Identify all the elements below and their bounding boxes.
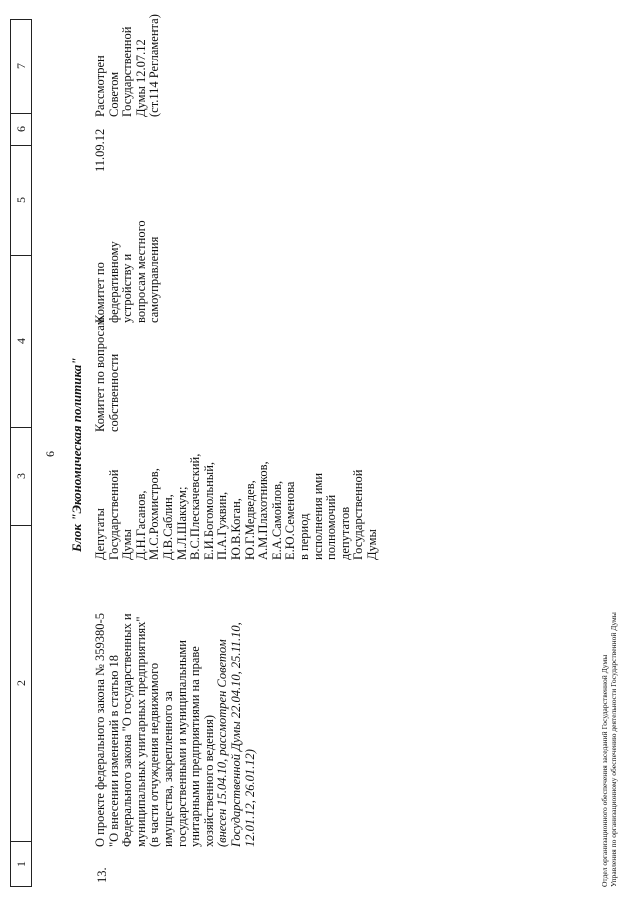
committee-line: Комитет по вопросам bbox=[93, 317, 107, 432]
co-committee-line: самоуправления bbox=[147, 236, 162, 323]
author-line: Е.И.Богомольный, bbox=[201, 461, 216, 560]
status-line: Думы 12.07.12 bbox=[133, 39, 148, 117]
bill-line: унитарными предприятиями на праве bbox=[188, 646, 203, 847]
author-line: Думы bbox=[364, 529, 379, 560]
author-line: исполнения ими bbox=[310, 472, 325, 560]
co-committee-line: Комитет по bbox=[93, 262, 107, 323]
header-col-6: 6 bbox=[11, 113, 31, 146]
author-line: В.С.Плескачевский, bbox=[188, 453, 203, 560]
header-col-5: 5 bbox=[11, 145, 31, 256]
bill-line: муниципальных унитарных предприятиях" bbox=[133, 616, 148, 847]
author-line: полномочий bbox=[324, 494, 339, 560]
status-line: Советом bbox=[106, 71, 121, 117]
bill-line: (в части отчуждения недвижимого bbox=[147, 662, 162, 847]
bill-line: "О внесении изменений в статью 18 bbox=[106, 654, 121, 847]
author-line: депутатов bbox=[337, 506, 352, 560]
status-line: (ст.114 Регламента) bbox=[147, 14, 162, 117]
author-line: Государственной bbox=[106, 469, 121, 560]
row-number: 13. bbox=[95, 867, 109, 883]
committee-line: собственности bbox=[106, 353, 121, 432]
bill-line: хозяйственного ведения) bbox=[201, 714, 216, 847]
authors-list bbox=[94, 454, 379, 560]
status-note bbox=[94, 14, 162, 117]
bill-note-line: 12.01.12, 26.01.12) bbox=[242, 749, 257, 847]
footer bbox=[600, 612, 618, 887]
footer-line: Управления по организационному обеспечению деятельности Государственной Думы bbox=[609, 612, 618, 887]
header-col-3: 3 bbox=[11, 427, 31, 526]
author-line: Д.В.Саблин, bbox=[160, 494, 175, 560]
author-line: Е.Ю.Семенова bbox=[283, 481, 298, 560]
header-col-2: 2 bbox=[11, 525, 31, 842]
bill-line: имущества, закрепленного за bbox=[160, 690, 175, 847]
footer-line: Отдел организационного обеспечения заседаний Государственной Думы bbox=[600, 654, 609, 887]
author-line: Д.Н.Гасанов, bbox=[133, 490, 148, 560]
author-line: Ю.Г.Медведев, bbox=[242, 480, 257, 560]
author-line: П.А.Гужвин, bbox=[215, 491, 230, 560]
bill-note-line: Государственной Думы 22.04.10, 25.11.10, bbox=[228, 622, 243, 847]
author-line: А.М.Плахотников, bbox=[256, 461, 271, 560]
author-line: в период bbox=[296, 513, 311, 560]
status-line: Рассмотрен bbox=[93, 55, 107, 117]
header-col-1: 1 bbox=[14, 861, 28, 867]
header-col-4: 4 bbox=[11, 255, 31, 428]
status-line: Государственной bbox=[120, 26, 135, 117]
author-line: Е.А.Самойлов, bbox=[269, 480, 284, 560]
bill-note-line: (внесен 15.04.10, рассмотрен Советом bbox=[215, 639, 230, 847]
date-value: 11.09.12 bbox=[93, 128, 107, 172]
author-line: Ю.В.Коган, bbox=[228, 498, 243, 560]
bill-description bbox=[94, 613, 257, 847]
co-committee-line: федеративному bbox=[106, 241, 121, 323]
bill-line: О проекте федерального закона № 359380-5 bbox=[93, 613, 107, 847]
author-line: Государственной bbox=[351, 469, 366, 560]
bill-line: Федерального закона "О государственных и bbox=[120, 613, 135, 847]
co-committee-line: устройству и bbox=[120, 253, 135, 323]
page-number: 6 bbox=[43, 451, 57, 457]
bill-line: государственными и муниципальными bbox=[174, 640, 189, 847]
block-title: Блок "Экономическая политика" bbox=[69, 357, 84, 552]
column-header-row bbox=[10, 19, 32, 887]
co-committee-line: вопросам местного bbox=[133, 220, 148, 323]
responsible-committee bbox=[94, 317, 121, 432]
author-line: Думы bbox=[120, 529, 135, 560]
header-col-7: 7 bbox=[11, 19, 31, 114]
co-committee bbox=[94, 220, 162, 323]
author-line: Депутаты bbox=[93, 508, 107, 560]
author-line: М.Л.Шаккум; bbox=[174, 486, 189, 560]
author-line: М.С.Рохмистров, bbox=[147, 468, 162, 560]
